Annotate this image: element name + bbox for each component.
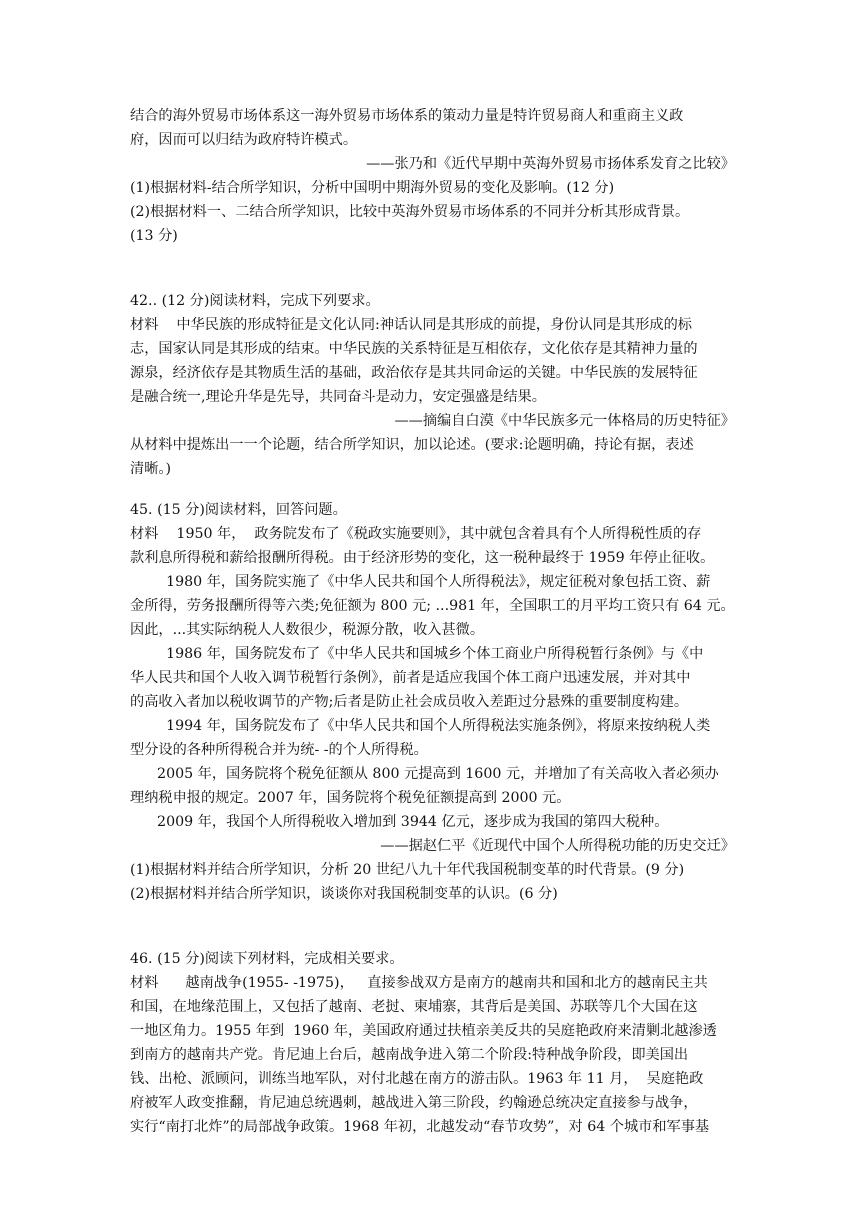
question-42-material-line: 是融合统一,理论升华是先导，共同奋斗是动力，安定强盛是结果。 <box>130 389 546 405</box>
question-42-task-line: 清晰。) <box>130 461 171 477</box>
question-45-material-line: 金所得，劳务报酬所得等六类;免征额为 800 元; ...981 年，全国职工的月平均工资只有 64 元。 <box>130 598 735 614</box>
question-46-material-line: 钱、出枪、派顾问，训练当地军队，对付北越在南方的游击队。1963 年 11 月， 吴庭艳政 <box>130 1071 704 1087</box>
question-45-material-line: 款利息所得税和薪给报酬所得税。由于经济形势的变化，这一税种最终于 1959 年停止征收。 <box>130 550 715 566</box>
question-45-material-line: 1980 年，国务院实施了《中华人民共和国个人所得税法》，规定征税对象包括工资、薪 <box>130 574 711 590</box>
question-45-material-line: 1986 年，国务院发布了《中华人民共和国城乡个体工商业户所得税暂行条例》与《中 <box>130 646 704 662</box>
question-45-subquestion-1: (1)根据材料并结合所学知识，分析 20 世纪八九十年代我国税制变革的时代背景。(9 分) <box>130 862 685 878</box>
question-45-material-line: 2005 年，国务院将个税免征额从 800 元提高到 1600 元，并增加了有关高收入者必须办 <box>130 766 719 782</box>
question-42-task-line: 从材料中提炼出一一个论题，结合所学知识，加以论述。(要求:论题明确，持论有据，表述 <box>130 437 694 453</box>
question-46-heading: 46. (15 分)阅读下列材料，完成相关要求。 <box>130 951 404 967</box>
question-46-material-line: 和国，在地缘范围上，又包括了越南、老挝、柬埔寨，其背后是美国、苏联等几个大国在这 <box>130 999 698 1015</box>
question-45-material-line: 的高收入者加以税收调节的产物;后者是防止社会成员收入差距过分悬殊的重要制度构建。 <box>130 694 689 710</box>
question-46-material-line: 材料 越南战争(1955- -1975)， 直接参战双方是南方的越南共和国和北方的越南民主共 <box>130 975 708 991</box>
question-46-material-line: 府被军人政变推翻，肯尼迪总统遇刺，越战进入第三阶段，约翰逊总统决定直接参与战争， <box>130 1095 698 1111</box>
question-46-material-line: 一地区角力。1955 年到 1960 年，美国政府通过扶植亲美反共的吴庭艳政府来清剿北越渗透 <box>130 1023 717 1039</box>
trade-source-citation: ——张乃和《近代早期中英海外贸易市扬体系发育之比较》 <box>366 156 735 172</box>
trade-question-2-score: (13 分) <box>130 228 178 244</box>
question-46-material-line: 到南方的越南共产党。肯尼迪上台后，越南战争进入第二个阶段:特种战争阶段，即美国出 <box>130 1047 689 1063</box>
question-45-material-line: 2009 年，我国个人所得税收入增加到 3944 亿元，逐步成为我国的第四大税种。 <box>130 814 669 830</box>
question-45-subquestion-2: (2)根据材料并结合所学知识，谈谈你对我国税制变革的认识。(6 分) <box>130 886 558 902</box>
question-42-material-line: 志，国家认同是其形成的结束。中华民族的关系特征是互相依存，文化依存是其精神力量的 <box>130 341 698 357</box>
trade-question-2: (2)根据材料一、二结合所学知识，比较中英海外贸易市场体系的不同并分析其形成背景。 <box>130 204 690 220</box>
question-45-material-line: 型分设的各种所得税合并为统- -的个人所得税。 <box>130 742 428 758</box>
question-42-heading: 42.. (12 分)阅读材料，完成下列要求。 <box>130 293 380 309</box>
trade-material-line: 府，因而可以归结为政府特许模式。 <box>130 132 358 148</box>
trade-material-line: 结合的海外贸易市场体系这一海外贸易市场体系的策动力量是特许贸易商人和重商主义政 <box>130 108 684 124</box>
question-45-heading: 45. (15 分)阅读材料，回答问题。 <box>130 502 347 518</box>
question-46-material-line: 实行“南打北炸”的局部战争政策。1968 年初，北越发动“春节攻势”，对 64 个城市和军事基 <box>130 1119 710 1135</box>
question-42-material-line: 材料 中华民族的形成特征是文化认同:神话认同是其形成的前提，身份认同是其形成的标 <box>130 317 692 333</box>
question-45-material-line: 华人民共和国个人收入调节税暂行条例》，前者是适应我国个体工商户迅速发展，并对其中 <box>130 670 691 686</box>
question-45-material-line: 1994 年，国务院发布了《中华人民共和国个人所得税法实施条例》，将原来按纳税人类 <box>130 718 711 734</box>
trade-question-1: (1)根据材料-结合所学知识，分析中国明中期海外贸易的变化及影响。(12 分) <box>130 180 615 196</box>
question-45-material-line: 材料 1950 年， 政务院发布了《税政实施要则》，其中就包含着具有个人所得税性质的存 <box>130 526 702 542</box>
question-42-material-line: 源泉，经济依存是其物质生活的基础，政治依存是其共同命运的关键。中华民族的发展特征 <box>130 365 698 381</box>
question-42-source-citation: ——摘编自白漠《中华民族多元一体格局的历史特征》 <box>394 413 735 429</box>
question-45-source-citation: ——据赵仁平《近现代中国个人所得税功能的历史交迁》 <box>380 838 735 854</box>
question-45-material-line: 理纳税申报的规定。2007 年，国务院将个税免征额提高到 2000 元。 <box>130 790 571 806</box>
question-45-material-line: 因此，...其实际纳税人人数很少，税源分散，收入甚微。 <box>130 622 485 638</box>
